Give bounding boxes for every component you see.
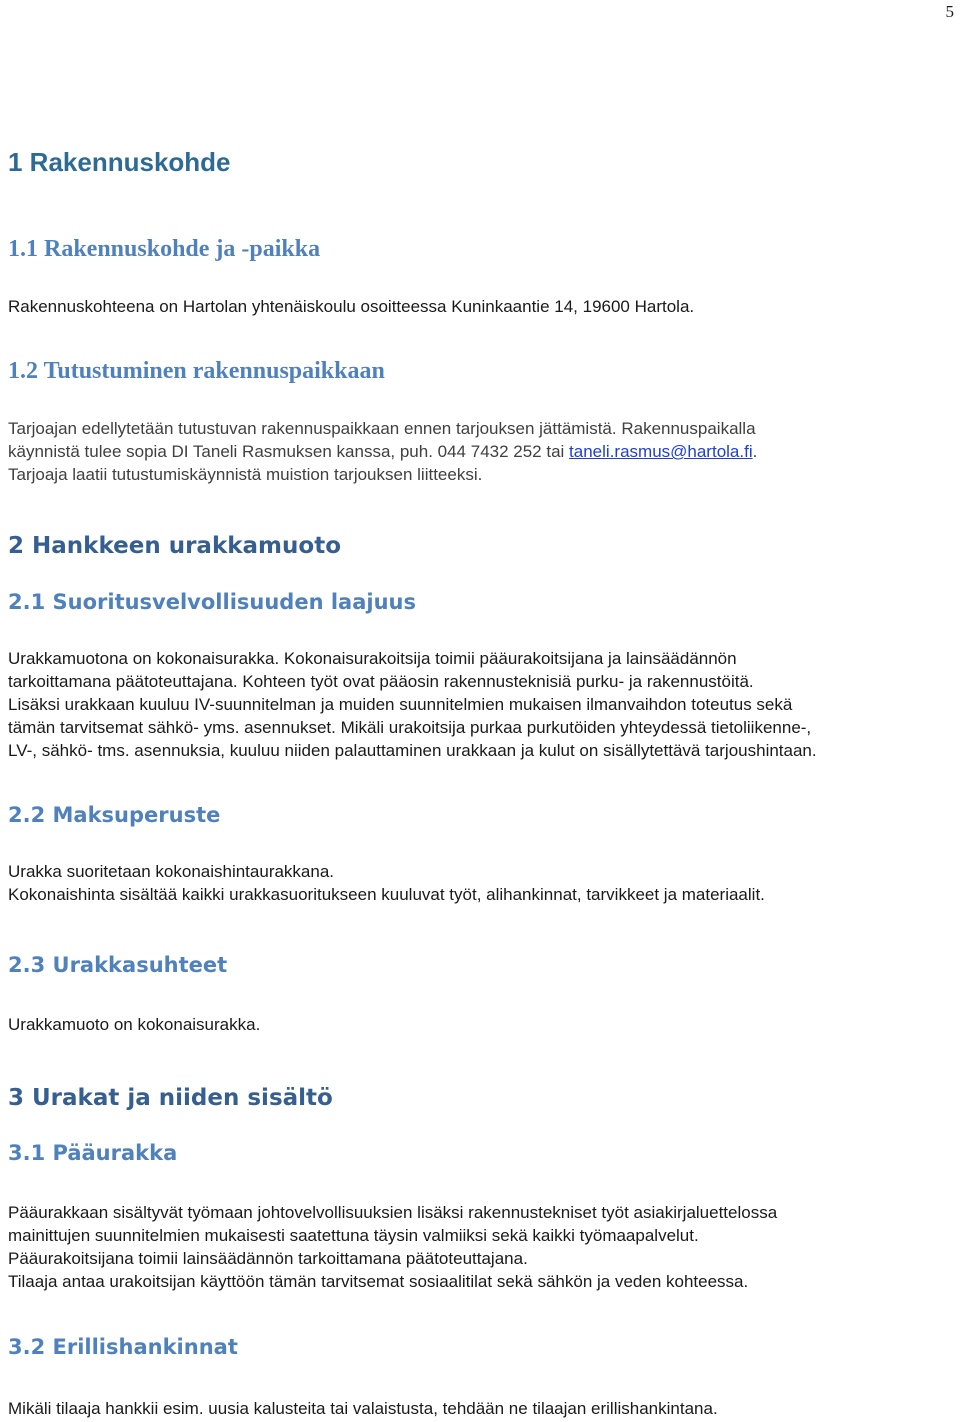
text-span: käynnistä tulee sopia DI Taneli Rasmuksen kanssa, puh. 044 7432 252 tai [8,442,570,461]
section-heading-2-3: 2.3 Urakkasuhteet [8,953,228,977]
paragraph-3-2: Mikäli tilaaja hankkii esim. uusia kalusteita tai valaistusta, tehdään ne tilaajan erillishankintana. [8,1399,718,1418]
paragraph-line: tarkoittamana päätoteuttajana. Kohteen työt ovat pääosin rakennusteknisiä purku- ja rakennustöitä. [8,672,754,691]
paragraph-line: mainittujen suunnitelmien mukaisesti saatettuna täysin valmiiksi sekä kaikki työmaapalvelut. [8,1226,699,1245]
paragraph-line: Lisäksi urakkaan kuuluu IV-suunnitelman ja muiden suunnitelmien mukaisen ilmanvaihdon toteutus sekä [8,695,793,714]
paragraph-line: Urakka suoritetaan kokonaishintaurakkana. [8,862,335,881]
section-heading-1-1: 1.1 Rakennuskohde ja -paikka [8,236,321,262]
paragraph-line: Pääurakkaan sisältyvät työmaan johtovelvollisuuksien lisäksi rakennustekniset työt asiakirjaluettelossa [8,1203,778,1222]
paragraph-line [8,440,952,463]
paragraph-line: tämän tarvitsemat sähkö- yms. asennukset. Mikäli urakoitsija purkaa purkutöiden yhteydessä tietoliikenne-, [8,718,812,737]
email-link[interactable]: taneli.rasmus@hartola.fi [569,442,753,461]
section-heading-1: 1 Rakennuskohde [8,147,231,177]
paragraph-1-2 [8,417,952,486]
paragraph-2-3: Urakkamuoto on kokonaisurakka. [8,1015,261,1034]
paragraph-2-2 [8,860,952,906]
section-heading-2-1: 2.1 Suoritusvelvollisuuden laajuus [8,590,416,614]
section-heading-2: 2 Hankkeen urakkamuoto [8,533,341,559]
paragraph-line: Tarjoajan edellytetään tutustuvan rakennuspaikkaan ennen tarjouksen jättämistä. Rakennuspaikalla [8,419,756,438]
paragraph-1-1: Rakennuskohteena on Hartolan yhtenäiskoulu osoitteessa Kuninkaantie 14, 19600 Hartola. [8,297,695,316]
paragraph-3-1 [8,1201,952,1293]
paragraph-line: Urakkamuotona on kokonaisurakka. Kokonaisurakoitsija toimii pääurakoitsijana ja lainsäädännön [8,649,737,668]
paragraph-line: LV-, sähkö- tms. asennuksia, kuuluu niiden palauttaminen urakkaan ja kulut on sisällytettävä tarjoushintaan. [8,741,817,760]
page-number: 5 [945,2,954,21]
section-heading-2-2: 2.2 Maksuperuste [8,803,221,827]
paragraph-2-1 [8,647,952,762]
section-heading-1-2: 1.2 Tutustuminen rakennuspaikkaan [8,358,385,384]
section-heading-3: 3 Urakat ja niiden sisältö [8,1085,333,1111]
section-heading-3-2: 3.2 Erillishankinnat [8,1335,238,1359]
paragraph-line: Tarjoaja laatii tutustumiskäynnistä muistion tarjouksen liitteeksi. [8,465,483,484]
paragraph-line: Kokonaishinta sisältää kaikki urakkasuoritukseen kuuluvat työt, alihankinnat, tarvikkeet ja materiaalit. [8,885,765,904]
section-heading-3-1: 3.1 Pääurakka [8,1141,178,1165]
text-span: . [752,442,758,461]
paragraph-line: Tilaaja antaa urakoitsijan käyttöön tämän tarvitsemat sosiaalitilat sekä sähkön ja veden kohteessa. [8,1272,749,1291]
paragraph-line: Pääurakoitsijana toimii lainsäädännön tarkoittamana päätoteuttajana. [8,1249,528,1268]
